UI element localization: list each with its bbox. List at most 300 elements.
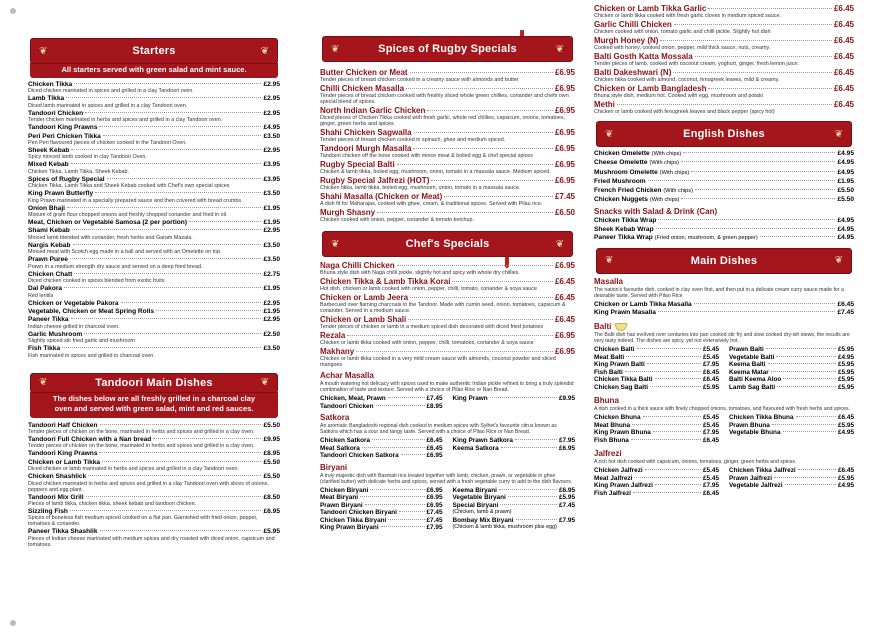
menu-item-row [320,261,575,270]
grid-item-row [729,369,854,377]
grid-item-row [453,524,576,532]
item-desc: Diced chicken cooked in spices blended from exotic fruits [28,278,165,285]
grid-item [453,502,576,510]
menu-item-row [320,144,575,153]
menu-item-row [320,128,575,137]
ornament-icon: ❦ [834,128,843,140]
item-price: £5.95 [559,494,575,501]
item-desc: Tender pieces of chicken on the bone, marinated in herbs and spices and grilled in a clay oven. [28,443,255,450]
item-price: £2.95 [263,81,280,88]
dot-leader [768,363,836,364]
menu-item [594,309,854,316]
main-title: Main Dishes [690,254,758,267]
menu-item [594,159,854,167]
item-price: £7.95 [703,482,719,490]
biryani-title: Biryani [320,462,348,472]
dot-leader [681,198,835,199]
item-name: Chicken Tikka Bhuna [729,414,794,422]
english-banner [596,121,852,147]
dot-leader [410,72,553,73]
item-name: Sizzling Fish [28,507,68,515]
grid-item-row [453,502,576,510]
menu-item [320,347,575,368]
item-name: Chicken Chatt [28,270,73,278]
item-price: £7.45 [426,516,443,524]
menu-item-row [320,192,575,201]
dot-leader [501,447,557,448]
grid-item-row [453,517,576,525]
grid-item-row [594,467,719,475]
jalfrezi-title: Jalfrezi [594,449,622,459]
item-name: Dal Pakora [28,285,63,293]
grid-item-row [320,524,443,532]
menu-item [28,422,280,435]
jalfrezi-grid [594,467,854,497]
item-name: North Indian Garlic Chicken [320,106,426,115]
grid-item-row [729,384,854,392]
item-price: £6.95 [554,347,575,356]
grid-item [453,445,576,453]
menu-item-row [320,315,575,324]
menu-item [28,190,280,203]
grid-item-row [320,395,443,403]
grid-item-row [729,422,854,430]
dot-leader [783,431,837,432]
dot-leader [401,454,425,455]
menu-item [28,331,280,344]
item-name: Vegetable Bhuna [729,429,781,437]
item-name: Tandoori Murgh Masalla [320,144,412,153]
dot-leader [658,219,835,220]
chefs-title: Chef's Specials [405,238,490,250]
item-name: Mixed Kebab [28,161,69,169]
item-name: Keema Matar [729,368,769,376]
dot-leader [660,40,832,41]
item-name: Fish Tikka [28,345,61,353]
grid-item-row [320,517,443,525]
menu-item-row [28,124,280,131]
dot-leader [153,438,261,439]
menu-item [28,176,280,189]
starters-banner [30,38,278,64]
menu-item-row [594,226,854,233]
grid-item [453,524,576,532]
item-price: £6.45 [554,315,575,324]
item-price: £4.95 [837,150,854,157]
item-desc: Chicken or lamb tikka cooked with fresh garlic cloves in medium spiced sauce. [594,13,781,19]
grid-item-row [320,494,443,502]
item-price: £2.95 [263,109,280,117]
item-desc: Cooked with honey, cooked onion, pepper, mild thick sauce, nuts, creamy. [594,45,771,51]
item-desc: Bhuna style dish, medium hot. Cooked with egg, mushroom and potato [594,93,764,99]
item-name: Chicken Tikka [28,81,73,88]
menu-item-row [28,219,280,226]
dot-leader [414,132,553,133]
grid-item-row [320,437,443,445]
grid-item [320,517,443,525]
dot-leader [658,311,836,312]
item-price: £5.95 [263,528,280,536]
dot-leader [356,351,553,352]
item-price: £6.95 [554,331,575,340]
dot-leader [156,310,261,311]
item-name: Chicken Nuggets [594,196,648,204]
item-price: £7.95 [559,437,575,444]
dot-leader [66,97,261,98]
tandoori-banner [30,373,278,393]
item-desc: Tender pieces of breast chicken cooked with freshly sliced whole green chillies, coriander and chefs own special blend of spices. [320,93,569,105]
item-price: £6.45 [426,444,443,452]
item-price: £6.95 [554,261,575,270]
dot-leader [71,318,262,319]
grid-item [453,494,576,502]
menu-item [320,106,575,127]
grid-item [729,346,854,354]
item-price: £7.95 [703,429,719,437]
grid-item [320,395,443,403]
grid-item-row [453,437,576,445]
ornament-icon: ❦ [555,238,564,250]
item-name: Onion Bhaji [28,204,65,212]
item-desc: Chicken tikka, lamb tikka, boiled egg, mushroom, onion, tomato in a massala sauce. [320,185,521,191]
item-name: Chicken Satkora [320,437,371,444]
menu-item-row [28,300,280,307]
item-desc: Chicken & lamb tikka, boiled egg, mushroom, onion, tomato in a massala sauce. Medium spiced. [320,169,551,175]
dot-leader [376,405,425,406]
grid-item-row [729,467,854,475]
dot-leader [783,378,836,379]
ornament-icon: ❦ [331,43,340,55]
menu-item [594,217,854,224]
item-name: Chicken Bhuna [594,414,641,422]
menu-item-row [320,347,575,356]
menu-item [594,150,854,158]
item-price: £6.45 [837,300,854,308]
ornament-icon: ❦ [260,377,269,389]
dot-leader [643,416,701,417]
item-price: £5.45 [703,474,719,482]
masalla-list [594,301,854,317]
item-name: King Prawn Satkora [452,437,513,444]
item-price: £6.45 [833,100,854,109]
item-name: Garlic Chilli Chicken [594,20,672,29]
dot-leader [796,416,836,417]
item-name: Chicken or Vegetable Pakora [28,299,119,307]
menu-item-row [28,473,280,480]
item-desc: Minced lamb blended with coriander, fresh herbs and Garam Masala. [28,234,193,241]
specials-title: Spices of Rugby Specials [378,43,517,55]
menu-item-row [594,196,854,204]
dot-leader [653,431,701,432]
item-name: Chicken Sag Balti [594,383,648,391]
column-left [28,30,280,628]
dot-leader [85,112,261,113]
menu-item [28,147,280,160]
ornament-icon: ❦ [605,128,614,140]
item-name: King Prawn [452,395,488,402]
dot-leader [388,519,424,520]
dot-leader [634,477,701,478]
grid-item-row [729,376,854,384]
menu-item-row [594,178,854,185]
dot-leader [632,424,701,425]
fold-mark [10,8,16,14]
menu-item-row [594,217,854,224]
dot-leader [70,510,262,511]
menu-item [28,95,280,108]
grid-item-row [453,509,576,517]
menu-item [28,205,280,218]
item-price: £8.95 [263,450,280,458]
grid-item [594,369,719,377]
dot-leader [388,397,425,398]
dot-leader [70,258,262,259]
menu-item-row [28,436,280,443]
item-name: Spices of Rugby Special [28,175,105,183]
menu-item [28,300,280,307]
item-name: King Prawn Biryani [320,524,379,531]
item-price: £6.45 [703,489,719,497]
item-desc: Fish marinated in spices and grilled in charcoal oven. [28,352,155,359]
item-name: Fish Balti [594,368,623,376]
menu-item-row [28,345,280,352]
item-name: Chicken Tikka & Lamb Tikka Korai [320,277,451,286]
item-desc: Tender pieces of chicken on the bone, marinated in herbs and spices and grilled in a clay oven. [28,428,255,435]
item-price: £3.95 [263,175,280,183]
grid-item [729,482,854,490]
item-desc: Tandoori chicken off the bone cooked with mince meat & boiled egg & chef special spices [320,153,533,159]
item-price: £6.45 [838,414,854,422]
menu-item-row [28,508,280,515]
dot-leader [655,378,702,379]
dot-leader [776,356,836,357]
menu-item-row [594,84,854,93]
menu-item [28,110,280,123]
item-price: £6.95 [426,494,443,501]
dot-leader [645,469,701,470]
menu-item [320,192,575,207]
menu-item-row [320,160,575,169]
grid-item [320,524,443,532]
item-price: £4.95 [838,353,854,361]
dot-leader [74,273,261,274]
item-price: £2.95 [263,147,280,155]
item-name: Chicken Tikka Balti [594,376,653,384]
dot-leader [86,496,262,497]
item-price: £5.95 [838,346,854,354]
item-name: Tandoori King Prawns [28,124,98,132]
item-name: Shami Kebab [28,227,70,235]
menu-item-row [320,331,575,340]
item-price: £4.95 [837,217,854,225]
dot-leader [708,8,832,9]
item-name: Prawn Jalfrezi [729,474,772,482]
menu-item [320,68,575,83]
ornament-icon: ❦ [834,255,843,267]
satkora-title: Satkora [320,413,350,422]
item-name: Chicken Balti [594,346,635,354]
item-price: £4.95 [837,159,854,167]
menu-item [594,301,854,308]
ornament-icon: ❦ [331,238,340,250]
ornament-icon: ❦ [555,43,564,55]
menu-item-row [594,234,854,242]
specials-list [320,68,575,223]
item-desc: Tender pieces of chicken or lamb in a medium spiced dish decorated with diced fried potatoes [320,324,544,330]
item-desc: Pieces of Indian cheese marinated with medium spices and dry roasted with diced onion, capsicum and tomatoes. [28,535,275,548]
dot-leader [360,496,424,497]
grid-item [594,482,719,490]
item-price: £6.95 [554,68,575,77]
item-desc: Diced lamb marinated in spices and grilled in a clay Tandoori oven. [28,102,188,109]
dot-leader [631,439,701,440]
grid-item [320,437,443,445]
item-name: Meat Bhuna [594,421,631,429]
dot-leader [691,171,835,172]
menu-item-row [28,285,280,292]
item-name: Tandoori Chicken Biryani [320,509,397,516]
menu-item [28,271,280,284]
item-price: £7.95 [559,516,575,524]
item-price: £5.50 [263,458,280,466]
item-name: Tandoori Full Chicken with a Nan bread [28,435,152,443]
menu-item [320,315,575,330]
menu-item [28,508,280,527]
menu-item [320,128,575,143]
item-price: £6.95 [263,507,280,515]
item-name: Chicken or Lamb Bangladesh [594,84,707,93]
grid-item [320,403,443,411]
item-name: Chicken or Lamb Tikka [28,458,101,466]
grid-item-row [594,384,719,392]
item-price: £4.95 [837,168,854,176]
dot-leader [772,424,836,425]
snacks-title: Snacks with Salad & Drink (Can) [594,207,718,217]
grid-item-row [320,452,443,460]
grid-item [729,376,854,384]
grid-item [594,475,719,483]
item-desc: Chicken Tikka, Lamb Tikka, Sheek Kebab. [28,168,129,175]
item-name: King Prawn Balti [594,361,645,369]
dot-leader [413,148,553,149]
dot-leader [95,192,261,193]
dot-leader [760,236,836,237]
grid-item [320,502,443,510]
item-price: £5.50 [837,196,854,204]
dot-leader [100,530,262,531]
item-price: £2.75 [263,270,280,278]
ornament-icon: ❦ [39,377,48,389]
satkora-desc: An aromatic Bangladeshi regional dish cooked in medium spices with Sylhet's favourite citrus known as Satkora which has a sour and tangy taste. Served with a choice of Pilao Rice or Nan Bread. [320,423,557,435]
menu-item-row [28,459,280,466]
item-name: Chicken Omelette [594,150,650,157]
item-price: £6.45 [833,36,854,45]
grid-item [729,475,854,483]
dot-leader [103,135,262,136]
menu-item-row [28,176,280,183]
item-name: Meat Satkora [320,444,360,452]
item-note: (With chips) [651,151,682,157]
dot-leader [626,356,701,357]
menu-item [320,293,575,314]
grid-item [594,437,719,445]
item-name: Cheese Omelette [594,159,648,167]
dot-leader [73,244,262,245]
menu-item-row [320,68,575,77]
dot-leader [408,319,553,320]
dot-leader [500,504,557,505]
grid-item [594,414,719,422]
dot-leader [84,333,261,334]
menu-item-row [28,242,280,249]
grid-item [594,429,719,437]
menu-item [594,187,854,195]
menu-item-row [28,161,280,168]
menu-item [28,345,280,358]
item-name: Methi [594,100,615,109]
item-price: £7.95 [703,361,719,369]
item-price: £5.45 [703,346,719,354]
item-desc: Minced meat with Scotch egg made in a ball and served with an Omelette on top. [28,249,222,256]
item-name: Vegetable Jalfrezi [729,482,783,490]
grid-item [594,467,719,475]
item-name: Lamb Tikka [28,95,65,103]
item-price: £7.45 [837,309,854,317]
menu-item-row [594,36,854,45]
dot-leader [62,347,261,348]
item-price: £4.95 [838,482,854,490]
grid-item-row [594,422,719,430]
item-price: £7.45 [426,395,443,402]
item-price: £3.50 [263,190,280,198]
menu-item-row [28,81,280,88]
balti-title: Balti [594,322,612,332]
grid-item [594,422,719,430]
item-price: £4.95 [263,124,280,132]
menu-item-row [594,100,854,109]
dot-leader [406,88,553,89]
menu-item-row [594,309,854,316]
dot-leader [655,484,701,485]
dot-leader [99,126,261,127]
grid-item-row [729,354,854,362]
column-middle [320,30,575,628]
item-desc: Red lentils [28,292,54,299]
item-price: £5.45 [703,421,719,429]
menu-item-row [28,227,280,234]
item-price: £2.95 [263,95,280,103]
item-name: King Prawn Jalfrezi [594,482,653,490]
grid-item [320,445,443,453]
menu-item [320,84,575,105]
item-name: Tandoori Mix Grill [28,493,84,501]
item-price: £5.95 [838,361,854,369]
grid-item [729,422,854,430]
satkora-grid [320,437,575,460]
achar-title: Achar Masalla [320,371,374,380]
item-desc: Bhuna style dish with Naga chilli pickle, slightly hot and spicy with whole dry chillies. [320,270,520,276]
item-price: £6.45 [833,52,854,61]
dot-leader [695,56,832,57]
item-price: £1.95 [263,285,280,293]
item-name: Tandoori Chicken [28,109,84,117]
menu-item-row [594,20,854,29]
menu-item [28,494,280,507]
item-price: £1.95 [837,178,854,186]
menu-item-row [594,159,854,167]
item-desc: Mixture of gram flour chopped onions and freshly chopped coriander and fried in oil. [28,212,228,219]
grid-item [320,509,443,517]
